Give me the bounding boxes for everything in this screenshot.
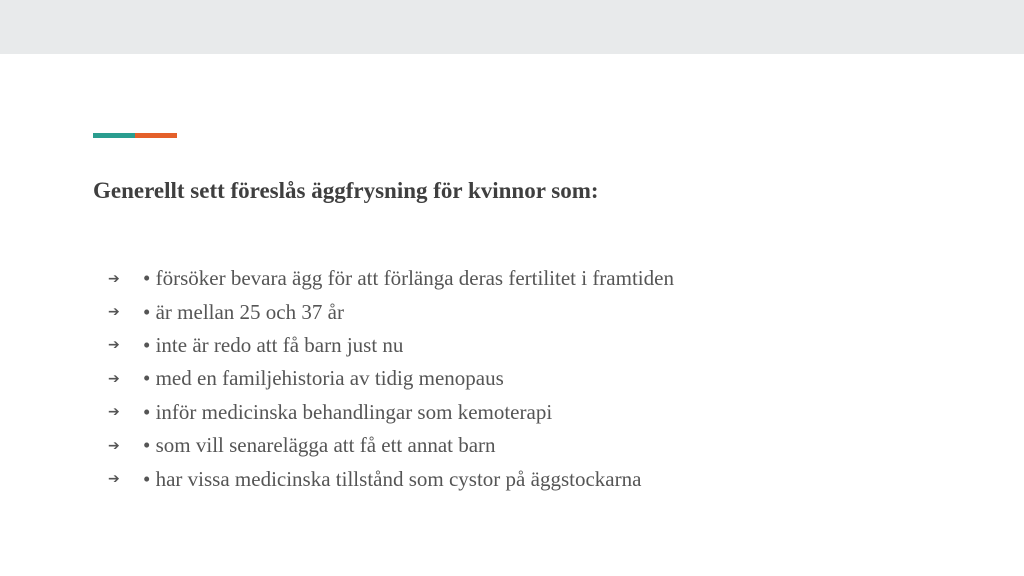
accent-bar-orange — [135, 133, 177, 138]
list-item — [108, 295, 674, 328]
arrow-right-icon: ➔ — [108, 337, 120, 354]
list-item — [108, 262, 674, 295]
list-item — [108, 329, 674, 362]
arrow-right-icon: ➔ — [108, 370, 120, 387]
list-item-text: • inte är redo att få barn just nu — [143, 332, 404, 357]
arrow-right-icon: ➔ — [108, 404, 120, 421]
list-item-text: • inför medicinska behandlingar som kemoterapi — [143, 399, 553, 424]
arrow-right-icon: ➔ — [108, 471, 120, 488]
slide-title: Generellt sett föreslås äggfrysning för kvinnor som: — [93, 178, 599, 203]
header-band — [0, 0, 1024, 54]
list-item-text: • har vissa medicinska tillstånd som cystor på äggstockarna — [143, 466, 642, 491]
arrow-right-icon: ➔ — [108, 270, 120, 287]
list-item — [108, 462, 674, 495]
arrow-right-icon: ➔ — [108, 437, 120, 454]
list-item-text: • som vill senarelägga att få ett annat barn — [143, 433, 496, 458]
accent-bar-teal — [93, 133, 135, 138]
list-item — [108, 429, 674, 462]
list-item-text: • försöker bevara ägg för att förlänga deras fertilitet i framtiden — [143, 266, 674, 291]
list-item-text: • med en familjehistoria av tidig menopaus — [143, 366, 504, 391]
list-item — [108, 362, 674, 395]
bullet-list — [108, 262, 674, 496]
arrow-right-icon: ➔ — [108, 304, 120, 321]
list-item-text: • är mellan 25 och 37 år — [143, 299, 344, 324]
accent-bar — [93, 133, 177, 138]
list-item — [108, 396, 674, 429]
